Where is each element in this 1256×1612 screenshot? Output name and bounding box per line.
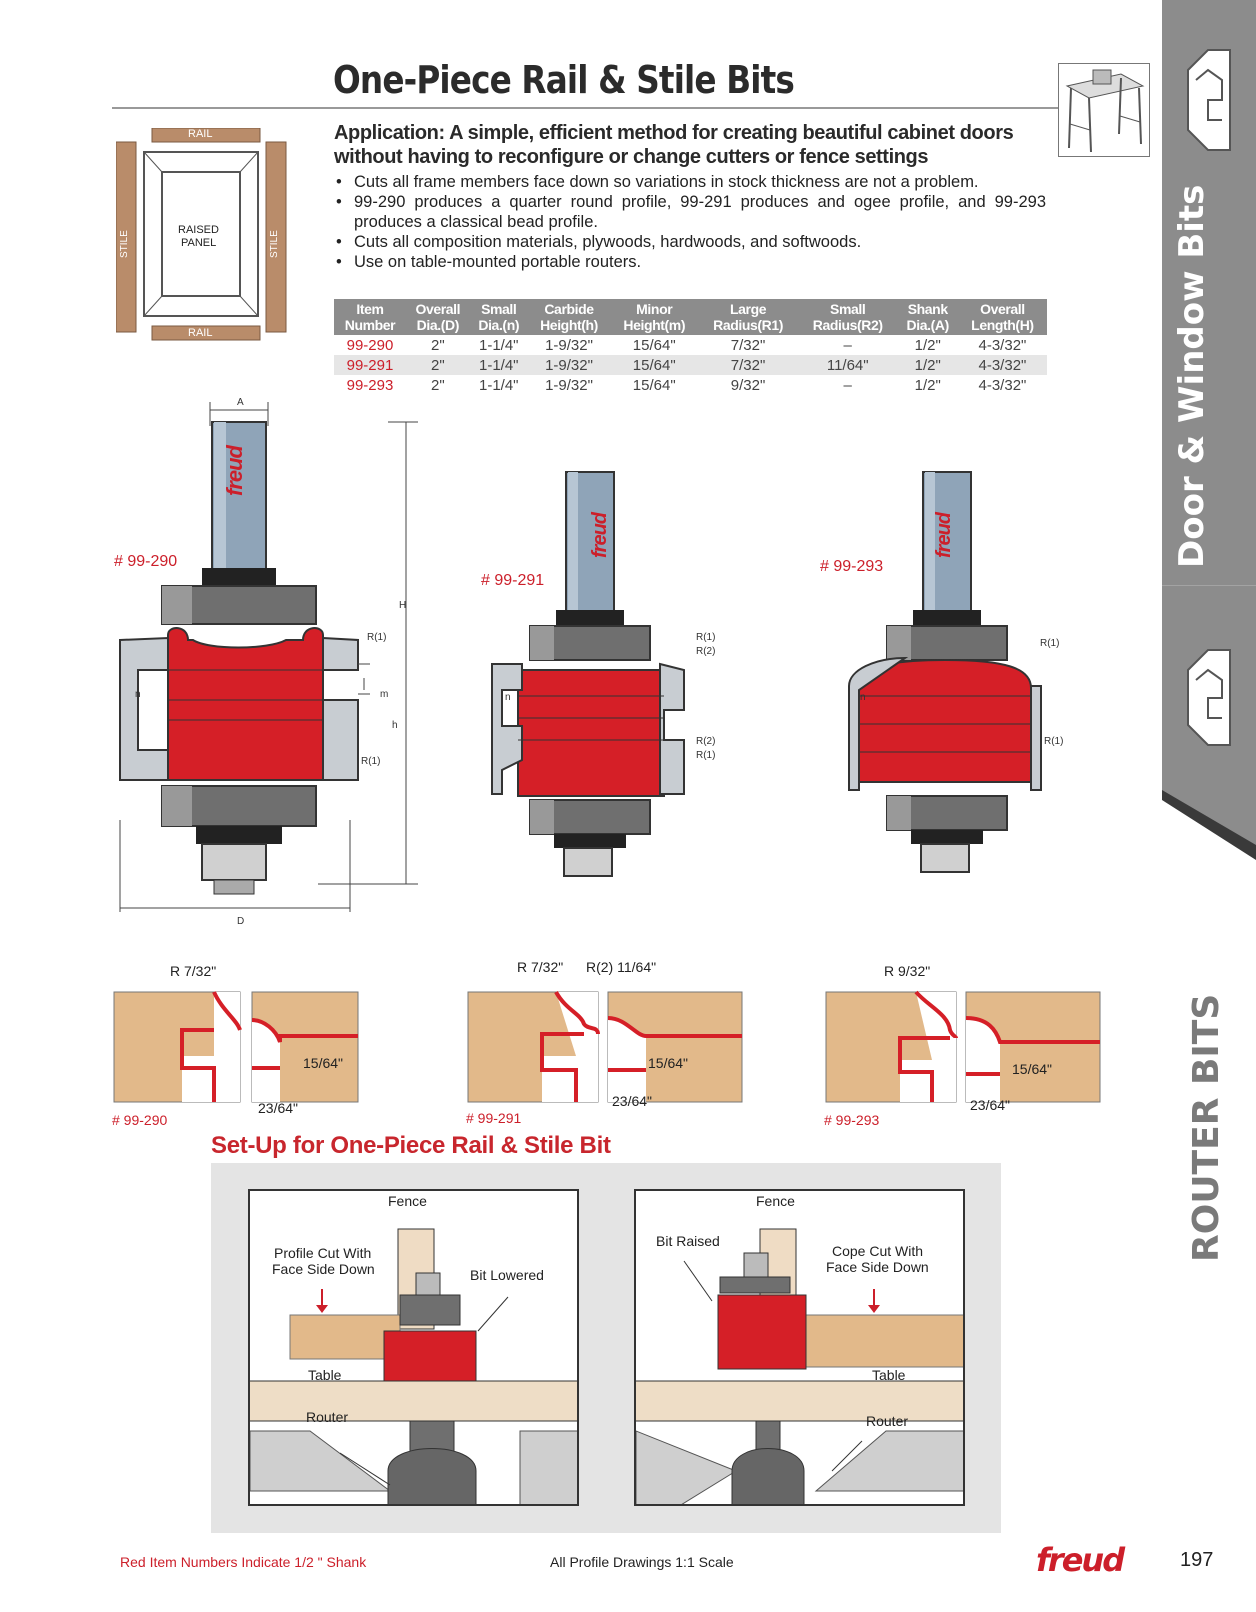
raised-panel-label-2: PANEL (181, 237, 217, 249)
table-cell: 2" (431, 336, 445, 354)
dim-r1-label-293: R(1) (1040, 638, 1060, 649)
table-cell: 9/32" (730, 376, 766, 394)
title-rule (112, 107, 1058, 109)
router-label-2: Router (866, 1413, 909, 1429)
table-cell: 1-1/4" (478, 376, 519, 394)
router-table-thumbnail (1058, 63, 1150, 157)
profile-99-290 (112, 990, 362, 1110)
feature-item: • Use on table-mounted portable routers. (334, 252, 1046, 272)
setup-title: Set-Up for One-Piece Rail & Stile Bit (211, 1132, 611, 1159)
dim-r1-label-291b: R(1) (696, 750, 716, 761)
sidebar-category-label: ROUTER BITS (1186, 993, 1227, 1262)
door-frame-diagram (116, 128, 296, 342)
setup-panel-cope (634, 1189, 965, 1506)
dim-n-label-293: n (860, 692, 866, 703)
dim-h-label: H (399, 600, 407, 611)
profile-height-99-290: 15/64" (303, 1055, 344, 1071)
sidebar-section-label: Door & Window Bits (1172, 184, 1212, 568)
table-row (334, 355, 1047, 375)
table-cell: 2" (406, 355, 470, 375)
bit-brand-99-293: freud (933, 513, 955, 558)
table-cell: 1-1/4" (470, 355, 528, 375)
profile-depth-99-293: 23/64" (970, 1097, 1011, 1113)
table-cell: 4-3/32" (978, 376, 1027, 394)
table-label-2: Table (872, 1367, 906, 1383)
bit-label-99-291: # 99-291 (481, 572, 545, 589)
bit-raised-label: Bit Raised (656, 1233, 720, 1249)
profile-label-99-290: # 99-290 (112, 1112, 168, 1128)
dim-r1-label-293b: R(1) (1044, 736, 1064, 747)
dim-r1-label-lower: R(1) (361, 756, 381, 767)
router-table-icon (1059, 64, 1149, 156)
table-cell: 15/64" (632, 376, 676, 394)
profile-radius-99-291: R 7/32" (517, 959, 564, 975)
dim-r1-label-291: R(1) (696, 632, 716, 643)
table-label: Table (308, 1367, 342, 1383)
dim-n-label-291: n (505, 692, 511, 703)
cope-cut-label-2: Face Side Down (826, 1259, 929, 1275)
table-cell: 15/64" (632, 336, 676, 354)
router-label: Router (306, 1409, 349, 1425)
setup-panel-profile (248, 1189, 579, 1506)
profile-radius-99-290: R 7/32" (170, 963, 217, 979)
page-title: One-Piece Rail & Stile Bits (333, 58, 794, 102)
dim-d-label: D (237, 916, 245, 927)
table-cell: 1/2" (898, 355, 958, 375)
joint-profile-icon-2 (1178, 640, 1238, 755)
stile-left-label: STILE (119, 230, 130, 258)
spec-table (334, 299, 1047, 395)
router-bit-99-290 (118, 400, 428, 940)
dim-r2-label-291b: R(2) (696, 736, 716, 747)
bit-label-99-290: # 99-290 (114, 553, 178, 570)
table-cell: 1/2" (914, 376, 941, 394)
profile-depth-99-290: 23/64" (258, 1100, 299, 1116)
rail-top-label: RAIL (188, 128, 213, 140)
profile-cut-label-2: Face Side Down (272, 1261, 375, 1277)
table-cell: 1-9/32" (528, 355, 610, 375)
col-small-dia: Small Dia.(n) (470, 299, 528, 335)
item-number: 99-291 (334, 355, 406, 375)
col-carbide-height: Carbide Height(h) (528, 299, 610, 335)
router-bit-99-291 (488, 470, 688, 880)
feature-list (334, 172, 1046, 272)
feature-item: • 99-290 produces a quarter round profile, 99-291 produces and ogee profile, and 99-293 produces a classical bead profile. (334, 192, 1046, 232)
table-row (334, 335, 1047, 355)
profile-99-293 (824, 990, 1104, 1110)
table-cell: 4-3/32" (978, 336, 1027, 354)
freud-logo: freud (1036, 1541, 1124, 1579)
sidebar-divider (1162, 585, 1256, 586)
bit-label-99-293: # 99-293 (820, 558, 884, 575)
table-cell: 1-9/32" (545, 376, 593, 394)
profile-cut-label-1: Profile Cut With (274, 1245, 372, 1261)
table-cell: 15/64" (610, 355, 698, 375)
raised-panel-label-1: RAISED (178, 224, 219, 236)
col-overall-length: Overall Length(H) (958, 299, 1047, 335)
table-cell: 2" (431, 376, 445, 394)
profile-label-99-293: # 99-293 (824, 1112, 880, 1128)
dim-a-label: A (237, 397, 244, 408)
bit-lowered-label: Bit Lowered (470, 1267, 544, 1283)
rail-bottom-label: RAIL (188, 327, 213, 339)
table-cell: – (843, 376, 852, 394)
table-cell: 7/32" (730, 336, 766, 354)
cope-cut-label-1: Cope Cut With (832, 1243, 924, 1259)
bit-brand-99-291: freud (589, 513, 611, 558)
table-cell: 1-9/32" (545, 336, 593, 354)
table-cell: 4-3/32" (958, 355, 1047, 375)
fence-label-2: Fence (756, 1193, 795, 1209)
stile-right-label: STILE (269, 230, 280, 258)
bit-brand-99-290: freud (222, 446, 247, 496)
col-overall-dia: Overall Dia.(D) (406, 299, 470, 335)
profile-radius-99-293: R 9/32" (884, 963, 931, 979)
table-row (334, 375, 1047, 395)
col-shank-dia: Shank Dia.(A) (898, 299, 958, 335)
table-cell: 1-1/4" (478, 336, 519, 354)
dim-r2-label-291: R(2) (696, 646, 716, 657)
profile-radius2-99-291: R(2) 11/64" (586, 959, 657, 975)
table-cell: 1/2" (914, 336, 941, 354)
profile-height-99-291: 15/64" (648, 1055, 689, 1071)
table-cell: – (843, 336, 852, 354)
profile-depth-99-291: 23/64" (612, 1093, 653, 1109)
col-large-radius: Large Radius(R1) (698, 299, 798, 335)
table-cell: 7/32" (698, 355, 798, 375)
col-item: Item Number (334, 299, 406, 335)
dim-small-h-label: h (392, 720, 398, 731)
sidebar-corner (1162, 790, 1256, 860)
feature-item: • Cuts all frame members face down so variations in stock thickness are not a problem. (334, 172, 1046, 192)
profile-label-99-291: # 99-291 (466, 1110, 522, 1126)
application-heading: Application: A simple, efficient method for creating beautiful cabinet doors without having to reconfigure or change cutters or fence settings (334, 122, 1014, 168)
spec-header-row (334, 299, 1047, 335)
footer-scale-note: All Profile Drawings 1:1 Scale (550, 1554, 734, 1570)
item-number: 99-293 (346, 376, 394, 394)
page-number: 197 (1180, 1549, 1214, 1571)
fence-label: Fence (388, 1193, 427, 1209)
dim-n-label: n (135, 689, 141, 700)
profile-99-291 (466, 990, 746, 1110)
dim-r1-label: R(1) (367, 632, 387, 643)
table-cell: 11/64" (798, 355, 898, 375)
item-number: 99-290 (346, 336, 394, 354)
footer-shank-note: Red Item Numbers Indicate 1/2 " Shank (120, 1554, 367, 1570)
profile-height-99-293: 15/64" (1012, 1061, 1053, 1077)
feature-item: • Cuts all composition materials, plywoods, hardwoods, and softwoods. (334, 232, 1046, 252)
col-small-radius: Small Radius(R2) (798, 299, 898, 335)
dim-m-label: m (380, 689, 389, 700)
col-minor-height: Minor Height(m) (610, 299, 698, 335)
